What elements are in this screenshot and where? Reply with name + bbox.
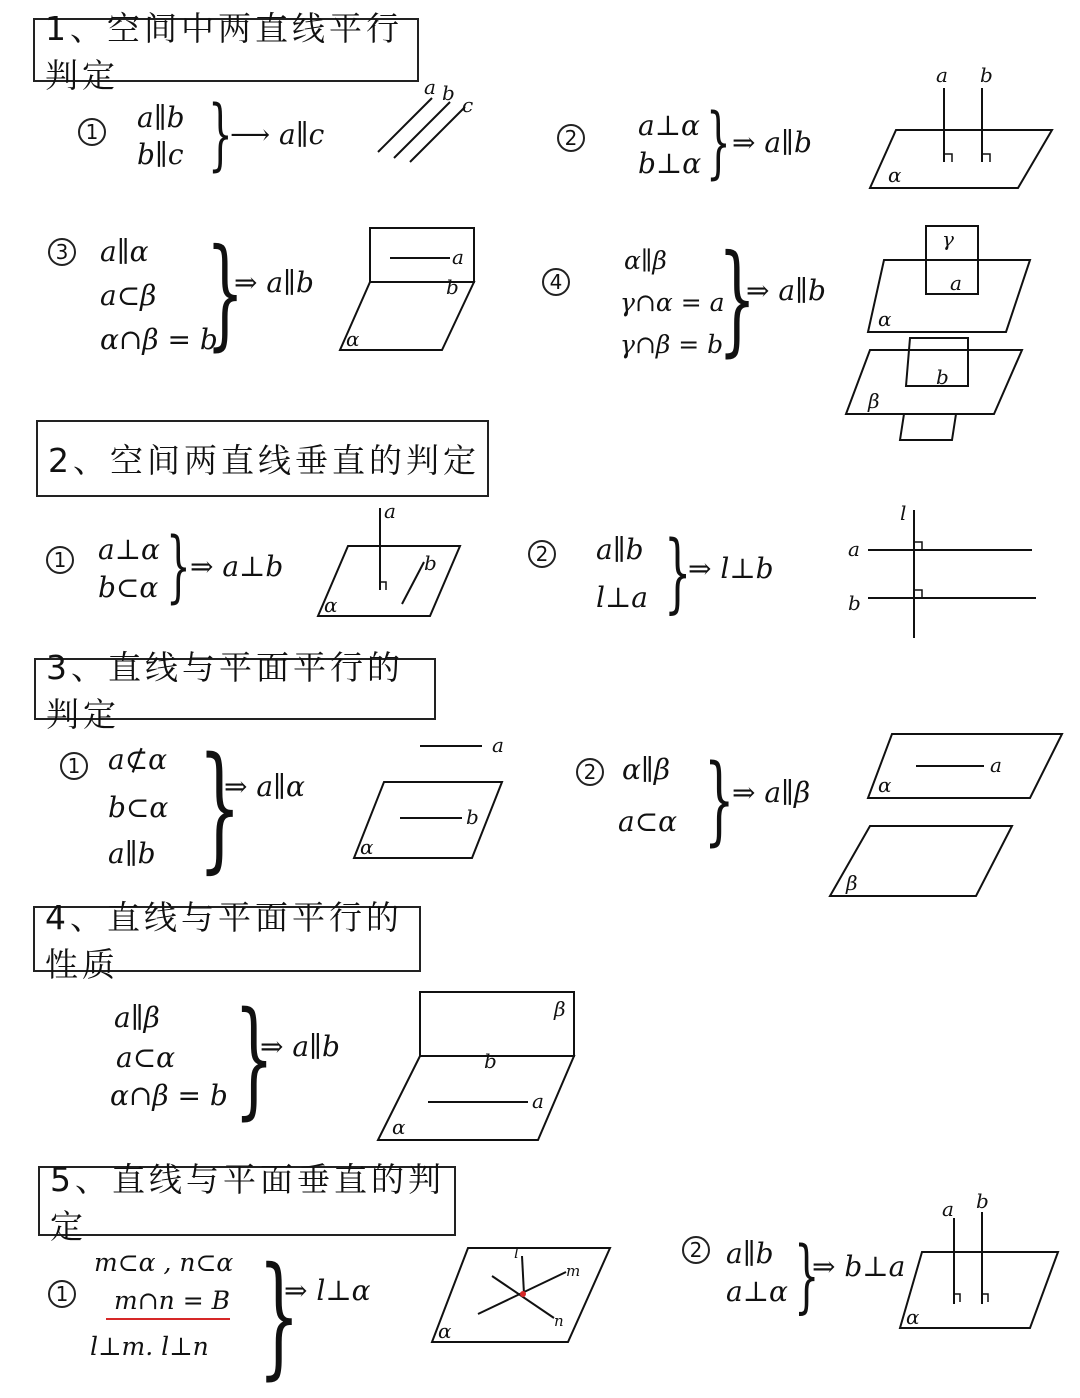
item-number: 2 — [682, 1236, 710, 1264]
line-label: a — [848, 537, 860, 561]
line-label: a — [950, 271, 962, 295]
condition: b⊥α — [638, 147, 702, 180]
brace: } — [704, 744, 735, 856]
figure-line-parallel-plane — [350, 728, 510, 862]
condition: b⊂α — [108, 791, 169, 824]
item-number: 2 — [557, 124, 585, 152]
plane-label: α — [888, 163, 902, 187]
condition: γ∩β = b — [620, 330, 724, 359]
condition: a⊥α — [638, 109, 700, 142]
plane-label: β — [868, 389, 880, 413]
figure-parallel-planes-cut — [842, 226, 1062, 446]
condition: a∥b — [108, 837, 156, 870]
plane-label: α — [324, 593, 338, 617]
conclusion: ⇒ a∥b — [732, 126, 812, 159]
condition: α∩β = b — [110, 1079, 228, 1112]
brace: } — [208, 90, 233, 180]
condition: a∥α — [100, 235, 149, 268]
conclusion: ⇒ a∥β — [732, 776, 811, 809]
line-label: b — [442, 81, 455, 105]
condition: a⊂α — [618, 805, 678, 838]
figure-parallel-planes — [826, 730, 1066, 900]
underline — [106, 1318, 230, 1320]
condition: a⊄α — [108, 743, 168, 776]
section-5-title: 5、直线与平面垂直的判定 — [38, 1166, 456, 1236]
line-label: b — [424, 551, 437, 575]
figure-transversal — [846, 500, 1046, 640]
conclusion: ⇒ a∥b — [260, 1030, 340, 1063]
figure-line-perp-two-lines — [428, 1246, 614, 1346]
line-label: a — [936, 63, 948, 87]
brace: } — [718, 230, 757, 369]
line-label: b — [484, 1049, 497, 1073]
condition: l⊥m. l⊥n — [90, 1332, 209, 1361]
line-label: b — [848, 591, 861, 615]
item-number: 1 — [78, 118, 106, 146]
brace: } — [166, 522, 191, 612]
figure-two-perpendicular-lines — [866, 63, 1056, 196]
line-label: a — [532, 1089, 544, 1113]
line-label: n — [554, 1312, 564, 1330]
plane-label: α — [346, 327, 360, 351]
condition: γ∩α = a — [620, 288, 725, 317]
brace: } — [794, 1229, 820, 1322]
plane-label: α — [878, 773, 892, 797]
brace: } — [664, 523, 692, 623]
plane-label: α — [438, 1319, 452, 1343]
line-label: l — [514, 1244, 519, 1262]
conclusion: ⇒ a⊥b — [190, 550, 284, 583]
condition: b∥c — [137, 138, 184, 171]
plane-label: α — [360, 835, 374, 859]
item-number: 4 — [542, 268, 570, 296]
conclusion: ⇒ a∥b — [746, 274, 826, 307]
brace: } — [258, 1239, 300, 1393]
condition: a⊂α — [116, 1041, 176, 1074]
brace: } — [706, 98, 731, 188]
condition: a⊂β — [100, 279, 157, 312]
condition: l⊥a — [596, 581, 648, 614]
condition: a∥β — [114, 1001, 160, 1034]
item-number: 1 — [48, 1280, 76, 1308]
conclusion: ⇒ l⊥α — [284, 1274, 371, 1307]
item-number: 1 — [60, 752, 88, 780]
figure-line-perp-plane — [314, 500, 464, 620]
line-label: a — [452, 245, 464, 269]
item-number: 1 — [46, 546, 74, 574]
figure-folded-planes — [338, 226, 488, 356]
item-number: 2 — [528, 540, 556, 568]
line-label: c — [462, 93, 474, 117]
item-number: 2 — [576, 758, 604, 786]
condition: a⊥α — [726, 1275, 788, 1308]
line-label: a — [492, 733, 504, 757]
condition: a∥b — [137, 101, 185, 134]
condition: α∥β — [624, 246, 667, 275]
line-label: a — [942, 1197, 954, 1221]
condition: α∥β — [622, 753, 671, 786]
conclusion: ⇒ l⊥b — [688, 552, 774, 585]
figure-folded-planes-property — [376, 990, 582, 1146]
brace: } — [206, 224, 245, 363]
condition: a∥b — [726, 1237, 774, 1270]
brace: } — [198, 729, 242, 887]
plane-label: β — [846, 871, 858, 895]
section-2-title: 2、空间两直线垂直的判定 — [36, 420, 489, 497]
item-number: 3 — [48, 238, 76, 266]
section-1-title: 1、空间中两直线平行判定 — [33, 18, 419, 82]
plane-label: β — [554, 997, 566, 1021]
condition: m∩n = B — [114, 1286, 230, 1315]
conclusion: ⇒ a∥b — [234, 266, 314, 299]
line-label: m — [566, 1262, 581, 1280]
line-label: a — [384, 499, 396, 523]
line-label: b — [446, 275, 459, 299]
conclusion: ⟶ a∥c — [230, 118, 325, 151]
plane-label: α — [906, 1305, 920, 1329]
condition: b⊂α — [98, 571, 159, 604]
brace: } — [234, 985, 275, 1132]
line-label: b — [976, 1189, 989, 1213]
conclusion: ⇒ b⊥a — [812, 1250, 906, 1283]
line-label: b — [466, 805, 479, 829]
plane-label: γ — [942, 227, 954, 251]
condition: a⊥α — [98, 533, 160, 566]
condition: a∥b — [596, 533, 644, 566]
line-label: a — [424, 75, 436, 99]
line-label: b — [980, 63, 993, 87]
condition: α∩β = b — [100, 323, 218, 356]
condition: m⊂α , n⊂α — [94, 1248, 234, 1277]
section-3-title: 3、直线与平面平行的判定 — [34, 658, 436, 720]
plane-label: α — [878, 307, 892, 331]
figure-three-parallel-lines — [370, 75, 490, 170]
plane-label: α — [392, 1115, 406, 1139]
line-label: a — [990, 753, 1002, 777]
line-label: l — [900, 501, 907, 525]
section-4-title: 4、直线与平面平行的性质 — [33, 906, 421, 972]
figure-parallel-perp-lines — [896, 1190, 1062, 1338]
conclusion: ⇒ a∥α — [224, 770, 305, 803]
line-label: b — [936, 365, 949, 389]
